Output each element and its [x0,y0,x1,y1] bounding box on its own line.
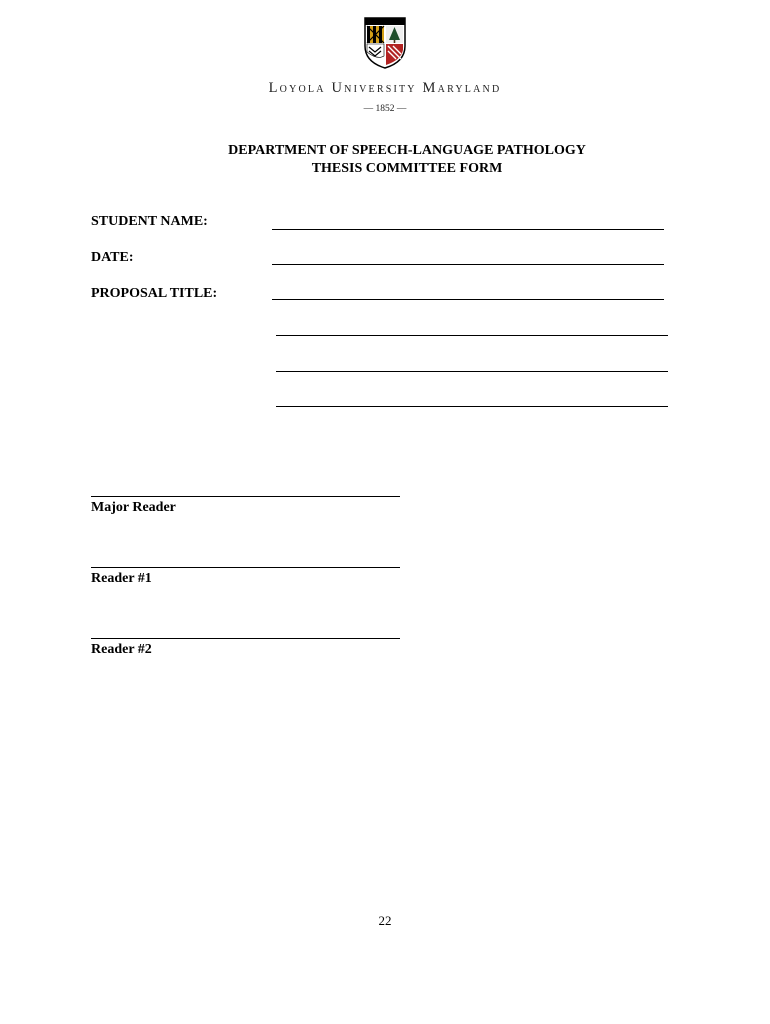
university-name: Loyola University Maryland [268,80,502,96]
date-label: DATE: [91,250,134,265]
proposal-title-field-line-3[interactable] [276,371,668,372]
proposal-title-label: PROPOSAL TITLE: [91,286,218,301]
major-reader-label: Major Reader [91,500,176,515]
reader-2-signature-line[interactable] [91,638,400,639]
major-reader-signature-line[interactable] [91,496,400,497]
page-number: 22 [378,913,392,928]
university-crest-logo [363,16,407,70]
date-field[interactable] [272,264,664,265]
department-title: DEPARTMENT OF SPEECH-LANGUAGE PATHOLOGY [228,143,586,158]
reader-1-signature-line[interactable] [91,567,400,568]
reader-1-label: Reader #1 [91,571,152,586]
proposal-title-field[interactable] [272,299,664,300]
reader-2-label: Reader #2 [91,642,152,657]
student-name-label: STUDENT NAME: [91,214,208,229]
student-name-field[interactable] [272,229,664,230]
form-title: THESIS COMMITTEE FORM [311,161,503,176]
proposal-title-field-line-4[interactable] [276,406,668,407]
proposal-title-field-line-2[interactable] [276,335,668,336]
established-year: — 1852 — [363,104,407,114]
